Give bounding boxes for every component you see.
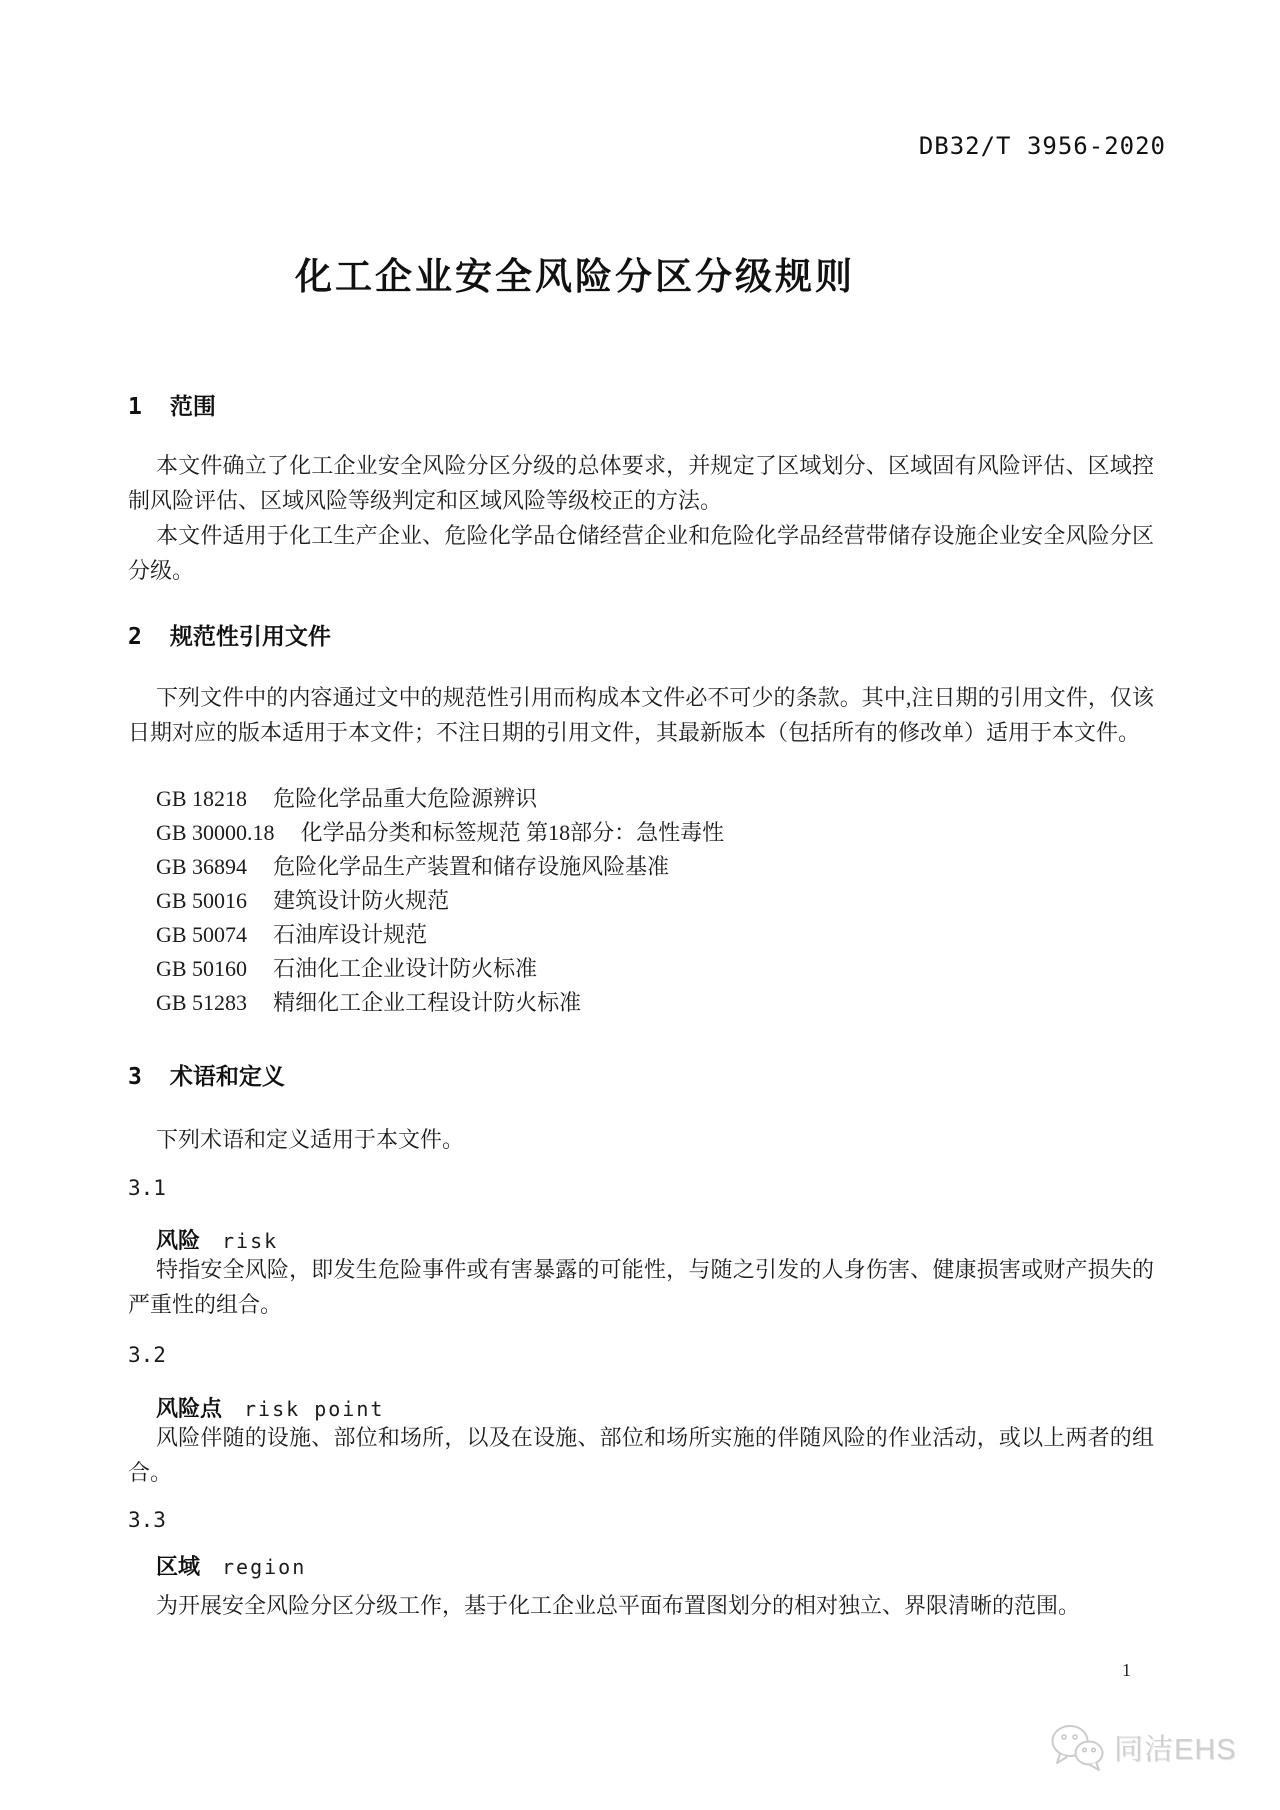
- watermark-label: 同洁EHS: [1114, 1733, 1237, 1766]
- reference-code: GB 51283: [156, 990, 248, 1015]
- reference-code: GB 50160: [156, 956, 248, 981]
- reference-item: [156, 918, 724, 952]
- term-en-label: risk: [222, 1229, 279, 1253]
- term-en-label: region: [222, 1555, 307, 1579]
- term-3-1-definition: 特指安全风险，即发生危险事件或有害暴露的可能性，与随之引发的人身伤害、健康损害或财产损失的严重性的组合。: [128, 1257, 1154, 1317]
- term-en-label: risk point: [244, 1397, 385, 1421]
- wechat-icon: [1048, 1722, 1106, 1772]
- clause-number-3-2: 3.2: [128, 1343, 166, 1367]
- reference-code: GB 50016: [156, 888, 248, 913]
- reference-code: GB 30000.18: [156, 820, 275, 845]
- reference-item: [156, 884, 724, 918]
- reference-title: 化学品分类和标签规范 第18部分：急性毒性: [300, 820, 725, 845]
- term-3-3: [156, 1550, 306, 1581]
- section-1-number: 1: [128, 394, 142, 420]
- reference-title: 建筑设计防火规范: [273, 888, 450, 913]
- term-3-2-definition: 风险伴随的设施、部位和场所，以及在设施、部位和场所实施的伴随风险的作业活动，或以上两者的组合。: [128, 1425, 1154, 1485]
- reference-item: [156, 850, 724, 884]
- term-3-3-definition: 为开展安全风险分区分级工作，基于化工企业总平面布置图划分的相对独立、界限清晰的范围。: [156, 1593, 1081, 1618]
- page-number: 1: [1122, 1660, 1131, 1680]
- section-2-title: 规范性引用文件: [169, 623, 331, 649]
- reference-code: GB 50074: [156, 922, 248, 947]
- term-3-1: [156, 1224, 278, 1255]
- section-3-intro: 下列术语和定义适用于本文件。: [156, 1127, 465, 1152]
- section-1-title: 范围: [169, 393, 216, 419]
- section-1-heading: [128, 388, 216, 421]
- clause-number-3-3: 3.3: [128, 1508, 166, 1532]
- clause-number-3-1: 3.1: [128, 1176, 166, 1200]
- reference-title: 危险化学品重大危险源辨识: [273, 786, 538, 811]
- section-1-paragraph-2: 本文件适用于化工生产企业、危险化学品仓储经营企业和危险化学品经营带储存设施企业安全风险分区分级。: [128, 523, 1154, 583]
- normative-references-list: [156, 782, 724, 1020]
- term-3-2: [156, 1392, 384, 1423]
- reference-item: [156, 782, 724, 816]
- section-2-intro: 下列文件中的内容通过文中的规范性引用而构成本文件必不可少的条款。其中,注日期的引用文件，仅该日期对应的版本适用于本文件；不注日期的引用文件，其最新版本（包括所有的修改单）适用于本文件。: [128, 685, 1154, 745]
- section-3-heading: [128, 1058, 285, 1091]
- reference-title: 石油化工企业设计防火标准: [273, 956, 538, 981]
- reference-code: GB 18218: [156, 786, 248, 811]
- reference-item: [156, 816, 724, 850]
- reference-item: [156, 952, 724, 986]
- section-2-heading: [128, 618, 331, 651]
- section-3-title: 术语和定义: [169, 1063, 285, 1089]
- section-1-paragraph-1: 本文件确立了化工企业安全风险分区分级的总体要求，并规定了区域划分、区域固有风险评估、区域控制风险评估、区域风险等级判定和区域风险等级校正的方法。: [128, 453, 1154, 513]
- section-3-number: 3: [128, 1064, 142, 1090]
- term-zh-label: 区域: [156, 1554, 201, 1579]
- reference-title: 危险化学品生产装置和储存设施风险基准: [273, 854, 670, 879]
- reference-title: 精细化工企业工程设计防火标准: [273, 990, 582, 1015]
- standard-code: DB32/T 3956-2020: [918, 132, 1166, 160]
- document-title: 化工企业安全风险分区分级规则: [295, 256, 855, 297]
- reference-code: GB 36894: [156, 854, 248, 879]
- term-zh-label: 风险: [156, 1228, 201, 1253]
- reference-item: [156, 986, 724, 1020]
- section-2-number: 2: [128, 624, 142, 650]
- term-zh-label: 风险点: [156, 1396, 223, 1421]
- watermark: [1048, 1722, 1237, 1772]
- reference-title: 石油库设计规范: [273, 922, 428, 947]
